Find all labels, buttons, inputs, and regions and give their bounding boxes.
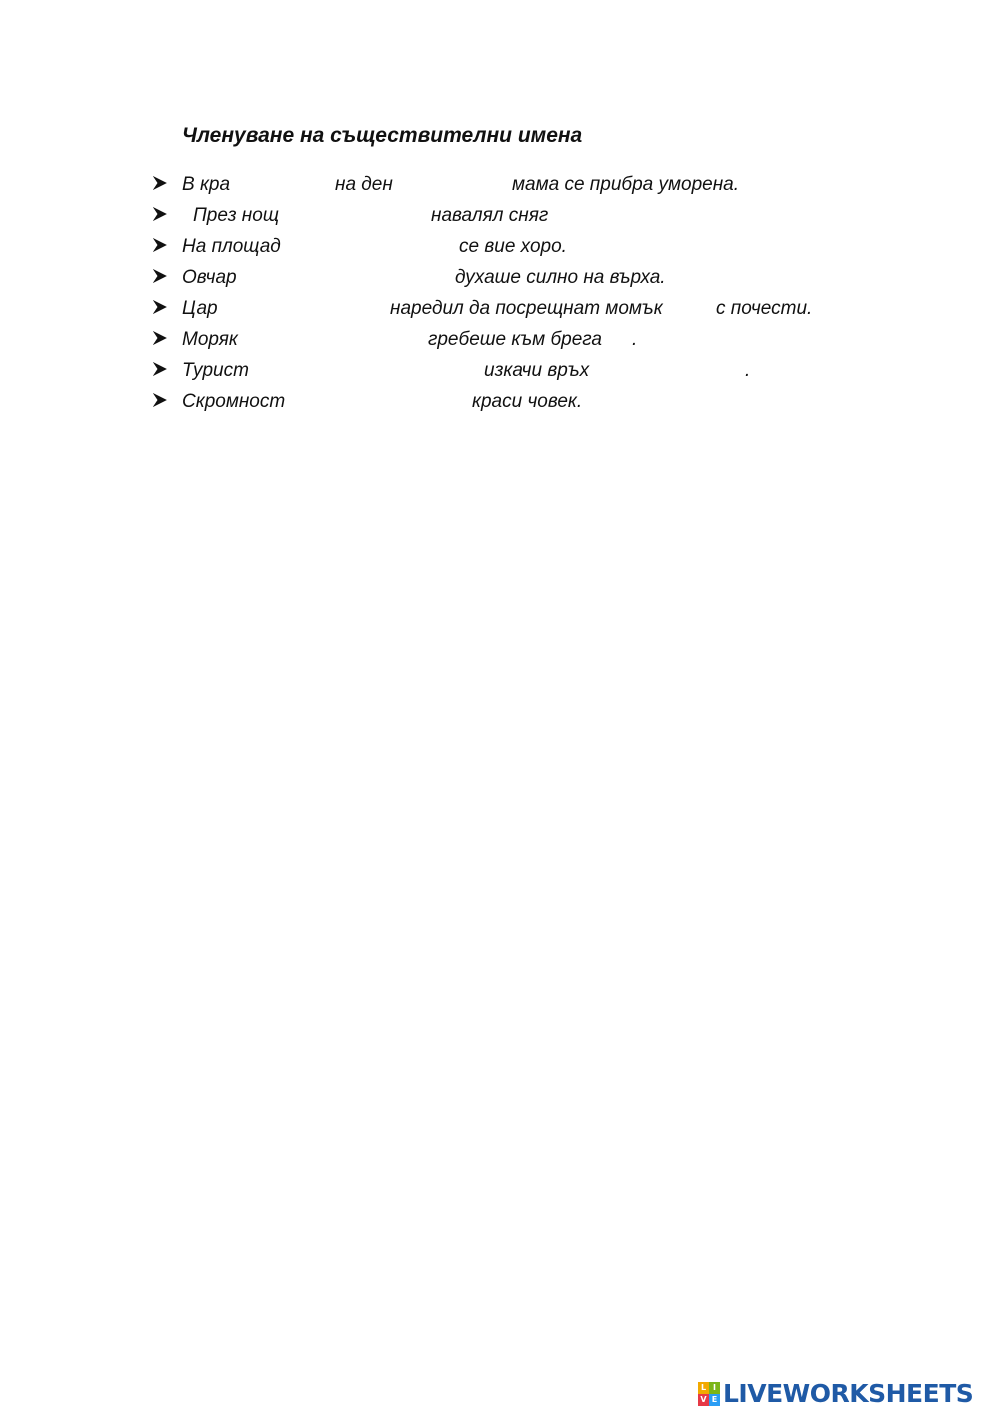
arrow-bullet-icon	[153, 393, 167, 407]
exercise-row-5	[0, 297, 1000, 323]
exercise-row-8	[0, 390, 1000, 416]
row-text-segment: Цар	[182, 298, 218, 319]
arrow-bullet-icon	[153, 362, 167, 376]
arrow-bullet-icon	[153, 176, 167, 190]
row-text-segment: мама се прибра уморена.	[512, 174, 740, 195]
row-text-segment: На площад	[182, 236, 281, 257]
exercise-row-2	[0, 204, 1000, 230]
arrow-bullet-icon	[153, 269, 167, 283]
row-text-segment: През нощ	[193, 205, 279, 226]
row-text-segment: духаше силно на върха.	[455, 267, 666, 288]
exercise-row-1	[0, 173, 1000, 199]
row-text-segment: изкачи връх	[484, 360, 590, 381]
arrow-bullet-icon	[153, 238, 167, 252]
arrow-bullet-icon	[153, 207, 167, 221]
row-text-segment: наредил да посрещнат момък	[390, 298, 663, 319]
logo-mark-letter: I	[709, 1382, 720, 1394]
logo-text: LIVEWORKSHEETS	[723, 1379, 974, 1408]
worksheet-title: Членуване на съществителни имена	[182, 124, 583, 147]
arrow-bullet-icon	[153, 300, 167, 314]
row-text-segment: Моряк	[182, 329, 238, 350]
row-text-segment: навалял сняг	[431, 205, 549, 226]
liveworksheets-logo[interactable]	[698, 1380, 973, 1408]
row-text-segment: на ден	[335, 174, 393, 195]
row-text-segment: В кра	[182, 174, 231, 195]
row-text-segment: гребеше към брега	[428, 329, 602, 350]
exercise-row-6	[0, 328, 1000, 354]
logo-mark-letter: E	[709, 1394, 720, 1406]
exercise-row-3	[0, 235, 1000, 261]
row-text-segment: Скромност	[182, 391, 286, 412]
row-text-segment: краси човек.	[472, 391, 583, 412]
arrow-bullet-icon	[153, 331, 167, 345]
row-text-segment: се вие хоро.	[459, 236, 567, 257]
row-text-segment: .	[632, 329, 638, 350]
logo-mark-letter: V	[698, 1394, 709, 1406]
exercise-row-7	[0, 359, 1000, 385]
row-text-segment: .	[745, 360, 751, 381]
logo-mark-icon	[698, 1382, 720, 1406]
logo-mark-letter: L	[698, 1382, 709, 1394]
row-text-segment: с почести.	[716, 298, 813, 319]
row-text-segment: Овчар	[182, 267, 237, 288]
exercise-row-4	[0, 266, 1000, 292]
row-text-segment: Турист	[182, 360, 249, 381]
